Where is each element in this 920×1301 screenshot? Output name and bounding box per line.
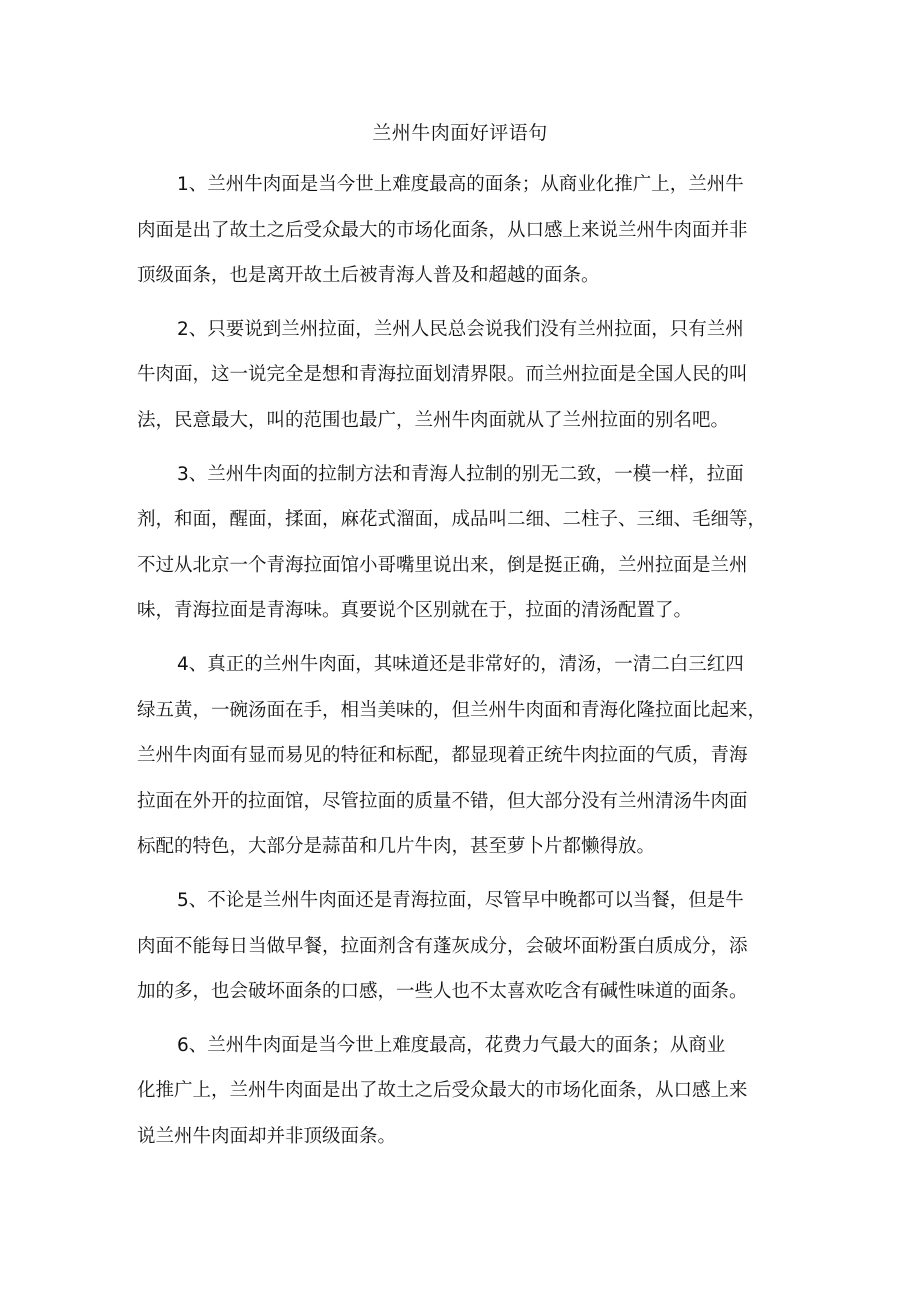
paragraph-line: 牛肉面，这一说完全是想和青海拉面划清界限。而兰州拉面是全国人民的叫 (137, 364, 748, 386)
paragraph-line: 化推广上，兰州牛肉面是出了故土之后受众最大的市场化面条，从口感上来 (137, 1080, 748, 1102)
paragraph-line: 不过从北京一个青海拉面馆小哥嘴里说出来，倒是挺正确，兰州拉面是兰州 (137, 554, 748, 576)
document-title: 兰州牛肉面好评语句 (372, 122, 548, 144)
paragraph-line: 兰州牛肉面有显而易见的特征和标配，都显现着正统牛肉拉面的气质，青海 (137, 745, 748, 767)
paragraph-line: 说兰州牛肉面却并非顶级面条。 (137, 1125, 397, 1147)
paragraph-line: 剂，和面，醒面，揉面，麻花式溜面，成品叫二细、二柱子、三细、毛细等， (137, 509, 767, 531)
paragraph-line: 5、不论是兰州牛肉面还是青海拉面，尽管早中晚都可以当餐，但是牛 (177, 889, 744, 911)
paragraph-line: 4、真正的兰州牛肉面，其味道还是非常好的，清汤，一清二白三红四 (177, 653, 744, 675)
paragraph-line: 拉面在外开的拉面馆，尽管拉面的质量不错，但大部分没有兰州清汤牛肉面 (137, 790, 748, 812)
paragraph-line: 标配的特色，大部分是蒜苗和几片牛肉，甚至萝卜片都懒得放。 (137, 836, 656, 858)
paragraph-line: 加的多，也会破坏面条的口感，一些人也不太喜欢吃含有碱性味道的面条。 (137, 981, 748, 1003)
paragraph-line: 绿五黄，一碗汤面在手，相当美味的，但兰州牛肉面和青海化隆拉面比起来， (137, 699, 767, 721)
paragraph-line: 2、只要说到兰州拉面，兰州人民总会说我们没有兰州拉面，只有兰州 (177, 318, 744, 340)
paragraph-line: 肉面不能每日当做早餐，拉面剂含有蓬灰成分，会破坏面粉蛋白质成分，添 (137, 935, 748, 957)
paragraph-line: 法，民意最大，叫的范围也最广，兰州牛肉面就从了兰州拉面的别名吧。 (137, 409, 730, 431)
document-body (137, 162, 805, 1159)
paragraph-2 (137, 307, 805, 444)
paragraph-3 (137, 452, 805, 634)
paragraph-4 (137, 642, 805, 870)
paragraph-line: 味，青海拉面是青海味。真要说个区别就在于，拉面的清汤配置了。 (137, 600, 693, 622)
paragraph-line: 顶级面条，也是离开故土后被青海人普及和超越的面条。 (137, 265, 600, 287)
paragraph-line: 肉面是出了故土之后受众最大的市场化面条，从口感上来说兰州牛肉面并非 (137, 219, 748, 241)
paragraph-5 (137, 878, 805, 1015)
paragraph-line: 6、兰州牛肉面是当今世上难度最高，花费力气最大的面条；从商业 (177, 1034, 726, 1056)
paragraph-line: 3、兰州牛肉面的拉制方法和青海人拉制的别无二致，一模一样，拉面 (177, 463, 744, 485)
paragraph-6 (137, 1023, 805, 1160)
paragraph-1 (137, 162, 805, 299)
paragraph-line: 1、兰州牛肉面是当今世上难度最高的面条；从商业化推广上，兰州牛 (177, 174, 744, 195)
